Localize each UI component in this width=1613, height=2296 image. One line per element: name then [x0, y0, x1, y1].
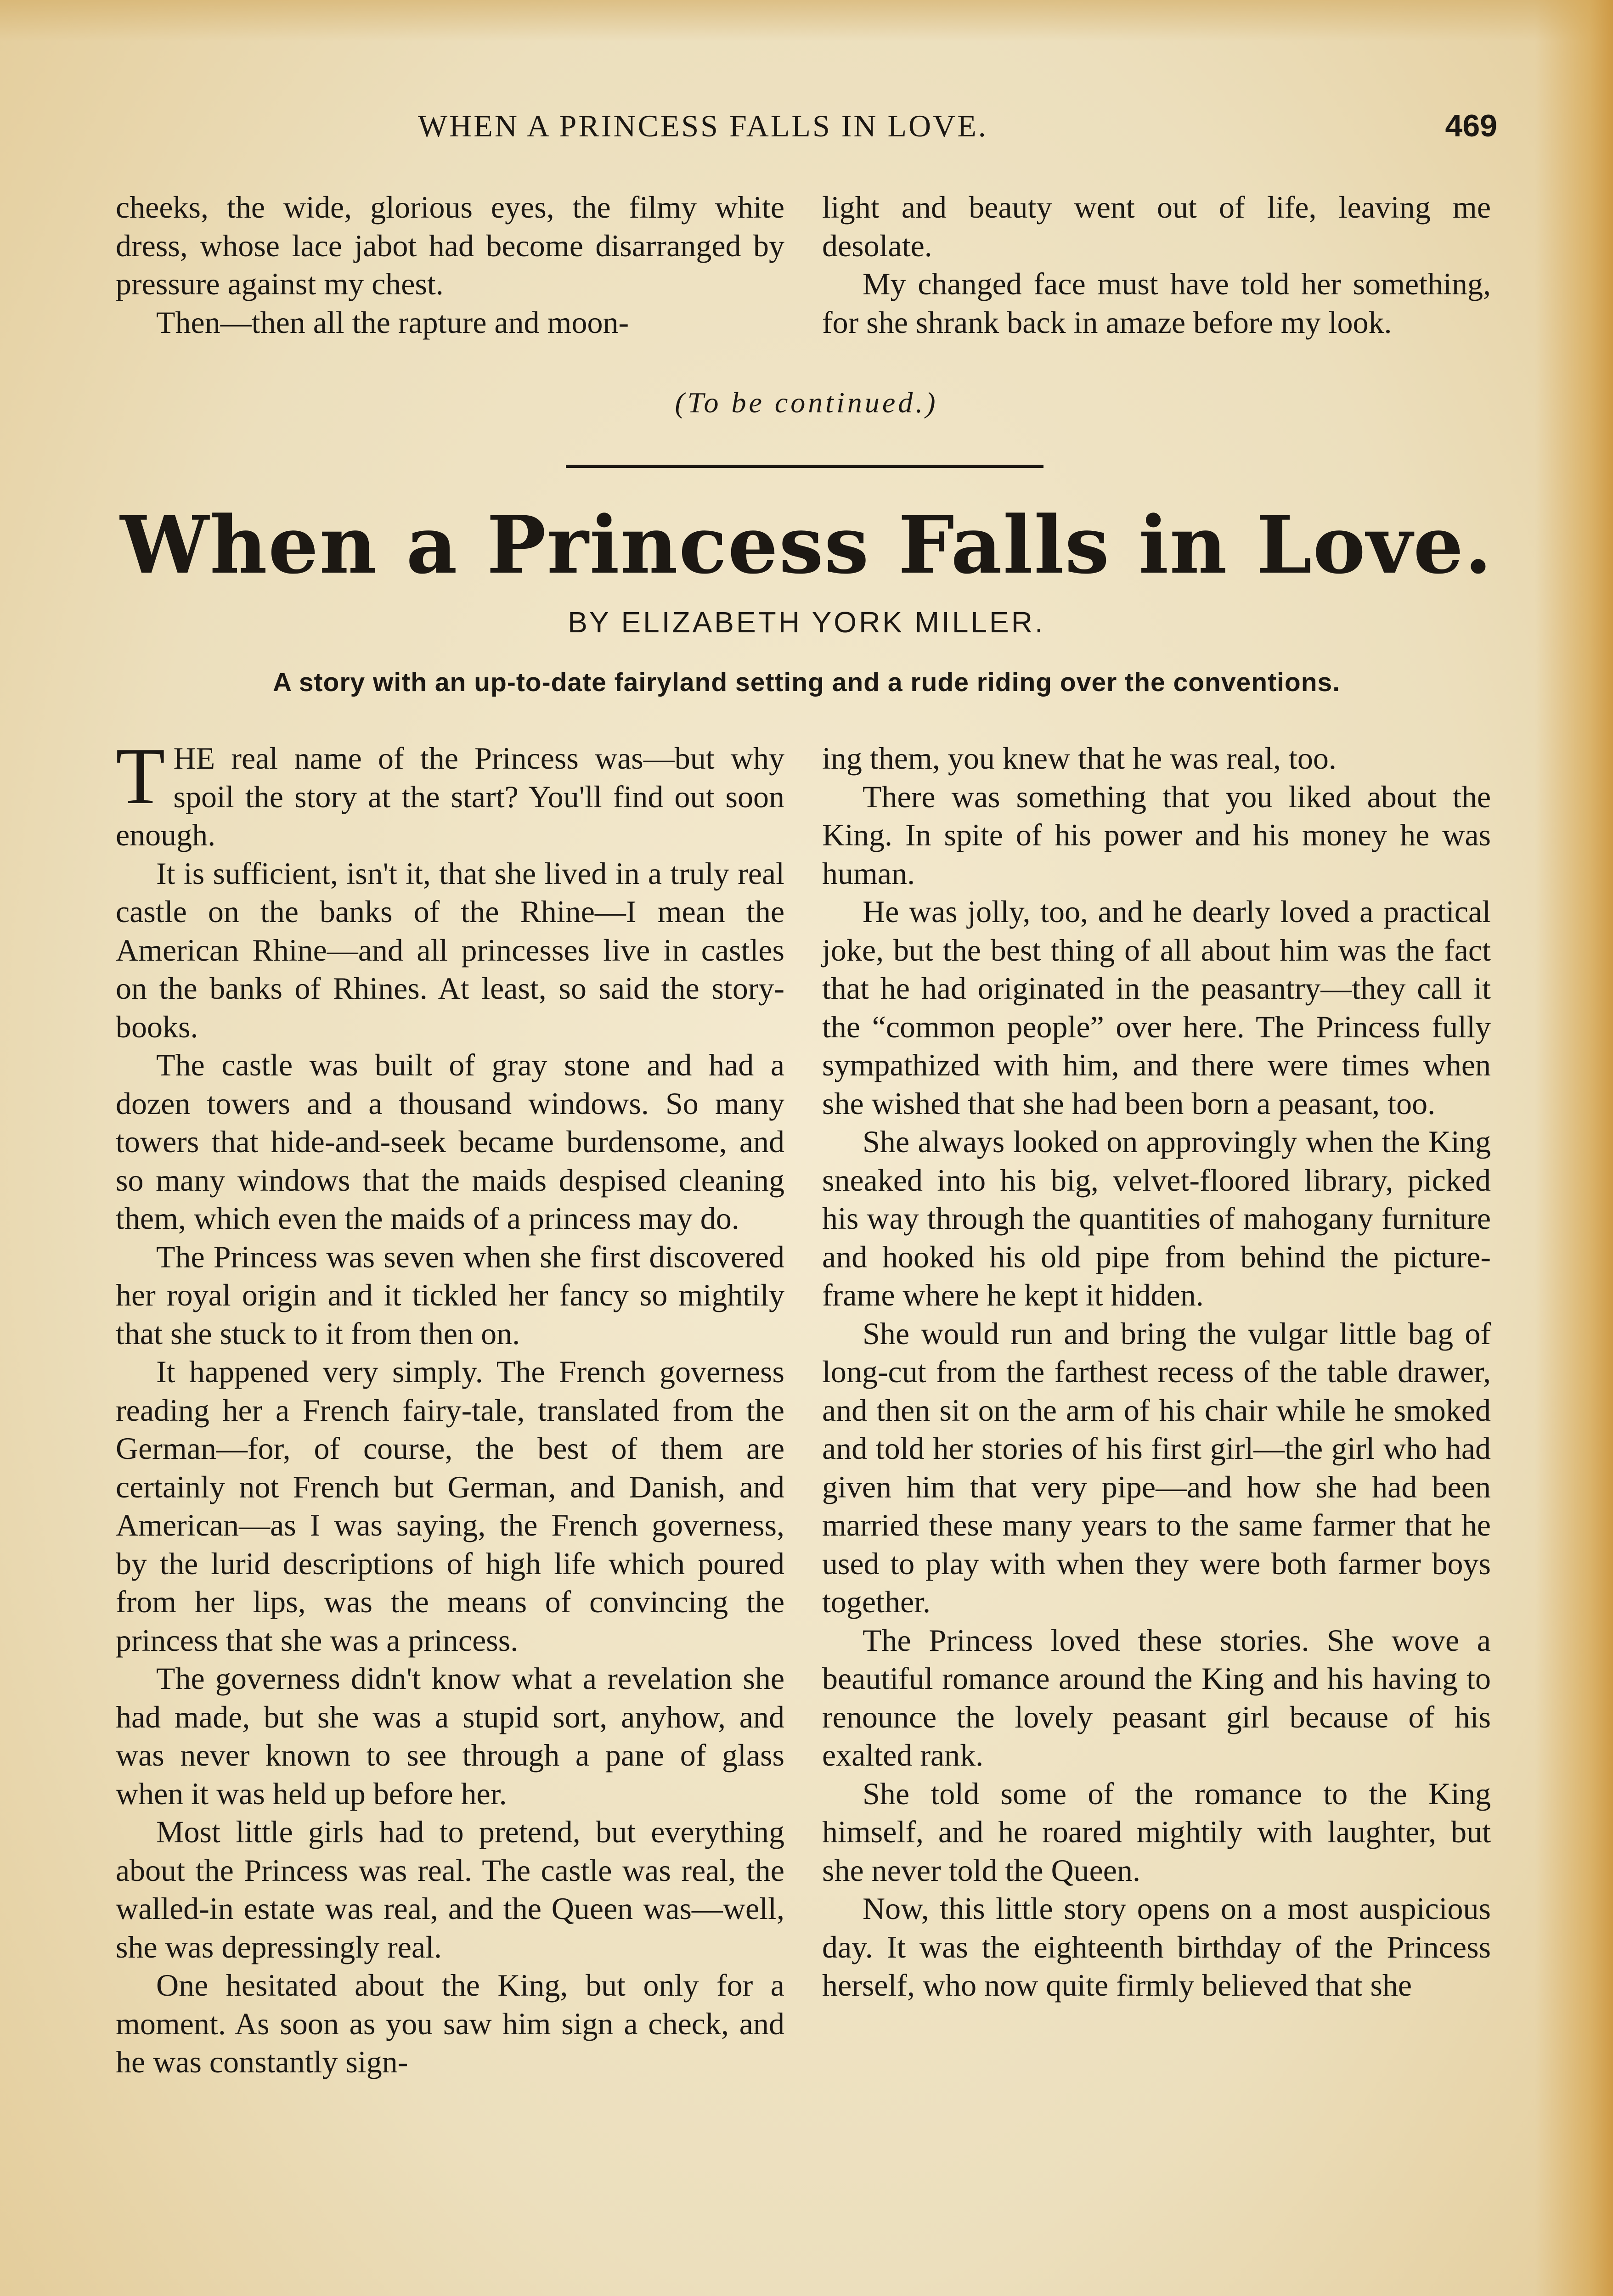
story-right-column	[822, 739, 1491, 2005]
story-paragraph: There was something that you liked about the King. In spite of his power and his money he was human.	[822, 779, 1491, 891]
story-title: When a Princess Falls in Love.	[120, 498, 1493, 591]
previous-story-left-column	[116, 188, 784, 342]
story-paragraph: She told some of the romance to the King himself, and he roared mightily with laughter, but she never told the Queen.	[822, 1776, 1491, 1888]
continuation-paragraph: ing them, you knew that he was real, too.	[822, 741, 1337, 776]
to-be-continued-note: (To be continued.)	[675, 386, 938, 419]
story-left-column	[116, 732, 784, 2082]
story-paragraph: It is sufficient, isn't it, that she lived in a truly real castle on the banks of the Rhine—I mean the American Rhine—and all princesses live in castles on the banks of Rhines. At least, so said the story-books.	[116, 855, 784, 1044]
opening-text: HE real name of the Princess was—but why spoil the story at the start? You'll find out soon enough.	[116, 741, 784, 852]
previous-story-right-column	[822, 188, 1491, 342]
previous-paragraph: Then—then all the rapture and moon-	[156, 304, 629, 340]
page-number: 469	[1445, 108, 1497, 143]
story-paragraph: Most little girls had to pretend, but everything about the Princess was real. The castle was real, the walled-in estate was real, and the Queen was—well, she was depressingly real.	[116, 1814, 784, 1964]
story-paragraph: The Princess loved these stories. She wove a beautiful romance around the King and his having to renounce the lovely peasant girl because of his exalted rank.	[822, 1622, 1491, 1773]
story-paragraph: The governess didn't know what a revelation she had made, but she was a stupid sort, anyhow, and was never known to see through a pane of glass when it was held up before her.	[116, 1661, 784, 1811]
story-paragraph: The castle was built of gray stone and had a dozen towers and a thousand windows. So many towers that hide-and-seek became burdensome, and so many windows that the maids despised cleaning them, which even the maids of a princess may do.	[116, 1047, 784, 1236]
running-header	[115, 108, 1497, 149]
story-paragraph: The Princess was seven when she first discovered her royal origin and it tickled her fancy so mightily that she stuck to it from then on.	[116, 1239, 784, 1351]
opening-paragraph	[116, 732, 784, 855]
previous-paragraph: My changed face must have told her something, for she shrank back in amaze before my look.	[822, 266, 1491, 340]
story-blurb: A story with an up-to-date fairyland setting and a rude riding over the conventions.	[272, 668, 1341, 697]
running-title: WHEN A PRINCESS FALLS IN LOVE.	[418, 108, 988, 143]
byline-prefix: BY	[568, 606, 611, 639]
story-paragraph: It happened very simply. The French governess reading her a French fairy-tale, translated from the German—for, of course, the best of them are certainly not French but German, and Danish, and American—as I was saying, the French governess, by the lurid descriptions of high life which poured from her lips, was the means of convincing the princess that she was a princess.	[116, 1354, 784, 1658]
story-paragraph: He was jolly, too, and he dearly loved a practical joke, but the best thing of all about him was the fact that he had originated in the peasantry—they call it the “common people” over here. The Princess fully sympathized with him, and there were times when she wished that she had been born a peasant, too.	[822, 894, 1491, 1121]
paper-aging-top	[0, 0, 1613, 41]
story-paragraph: She always looked on approvingly when the King sneaked into his big, velvet-floored library, picked his way through the quantities of mahogany furniture and hooked his old pipe from behind the picture-frame where he kept it hidden.	[822, 1124, 1491, 1312]
story-paragraph: One hesitated about the King, but only for a moment. As soon as you saw him sign a check, and he was constantly sign-	[116, 1968, 784, 2079]
story-paragraph: Now, this little story opens on a most auspicious day. It was the eighteenth birthday of the Princess herself, who now quite firmly believed that she	[822, 1891, 1491, 2003]
drop-cap: T	[116, 732, 165, 821]
section-divider	[566, 465, 1043, 468]
previous-paragraph: light and beauty went out of life, leaving me desolate.	[822, 190, 1491, 263]
previous-paragraph: cheeks, the wide, glorious eyes, the filmy white dress, whose lace jabot had become disarranged by pressure against my chest.	[116, 190, 784, 301]
byline	[0, 605, 1613, 639]
story-paragraph: She would run and bring the vulgar little bag of long-cut from the farthest recess of the table drawer, and then sit on the arm of his chair while he smoked and told her stories of his first girl—the girl who had given him that very pipe—and how she had been married these many years to the same farmer that he used to play with when they were both farmer boys together.	[822, 1316, 1491, 1619]
paper-aging-edge	[1535, 0, 1613, 2296]
author-name: ELIZABETH YORK MILLER.	[621, 606, 1045, 639]
